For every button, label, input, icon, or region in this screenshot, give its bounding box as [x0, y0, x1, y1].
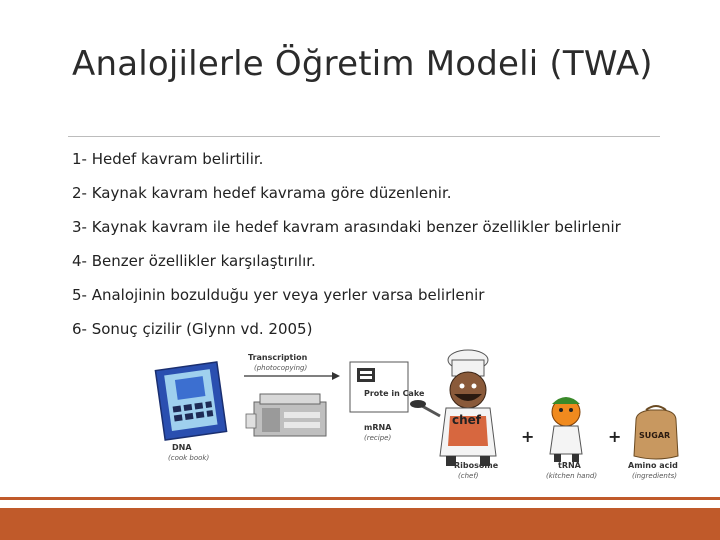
- dna-sub-label: (cook book): [168, 454, 210, 462]
- step-item: 2- Kaynak kavram hedef kavrama göre düzenlenir.: [72, 184, 452, 202]
- step-item: 4- Benzer özellikler karşılaştırılır.: [72, 252, 316, 270]
- slide-title: Analojilerle Öğretim Modeli (TWA): [72, 44, 653, 84]
- footer-accent-bar: [0, 508, 720, 540]
- sugar-label: SUGAR: [639, 431, 671, 440]
- recipe-card-text: Prote in Cake: [364, 389, 425, 398]
- dna-cookbook-icon: [155, 362, 226, 440]
- trna-sub-label: (kitchen hand): [546, 472, 598, 480]
- trna-label: tRNA: [558, 461, 581, 470]
- chef-ribosome-icon: [410, 350, 496, 466]
- protein-synthesis-analogy-illustration: [150, 346, 700, 496]
- title-divider: [68, 136, 660, 137]
- mrna-label: mRNA: [364, 423, 392, 432]
- plus-sign-2: +: [608, 427, 622, 446]
- ribosome-sub-label: (chef): [458, 472, 479, 480]
- photocopier-icon: [246, 394, 326, 436]
- step-item: 5- Analojinin bozulduğu yer veya yerler varsa belirlenir: [72, 286, 485, 304]
- chef-apron-text: chef: [452, 413, 482, 427]
- amino-acid-label: Amino acid: [628, 461, 678, 470]
- recipe-card-icon: [350, 362, 408, 412]
- arrow-head-icon: [332, 372, 340, 380]
- mrna-sub-label: (recipe): [364, 434, 392, 442]
- steps-list: [72, 150, 621, 354]
- step-item: 3- Kaynak kavram ile hedef kavram arasındaki benzer özellikler belirlenir: [72, 218, 621, 236]
- trna-kitchen-hand-icon: [550, 397, 582, 462]
- transcription-sub-label: (photocopying): [254, 364, 308, 372]
- ribosome-label: Ribosome: [454, 461, 499, 470]
- amino-acid-sub-label: (ingredients): [632, 472, 677, 480]
- step-item: 6- Sonuç çizilir (Glynn vd. 2005): [72, 320, 313, 338]
- plus-sign-1: +: [521, 427, 535, 446]
- transcription-label: Transcription: [248, 353, 308, 362]
- dna-label: DNA: [172, 443, 192, 452]
- step-item: 1- Hedef kavram belirtilir.: [72, 150, 264, 168]
- accent-line: [0, 497, 720, 500]
